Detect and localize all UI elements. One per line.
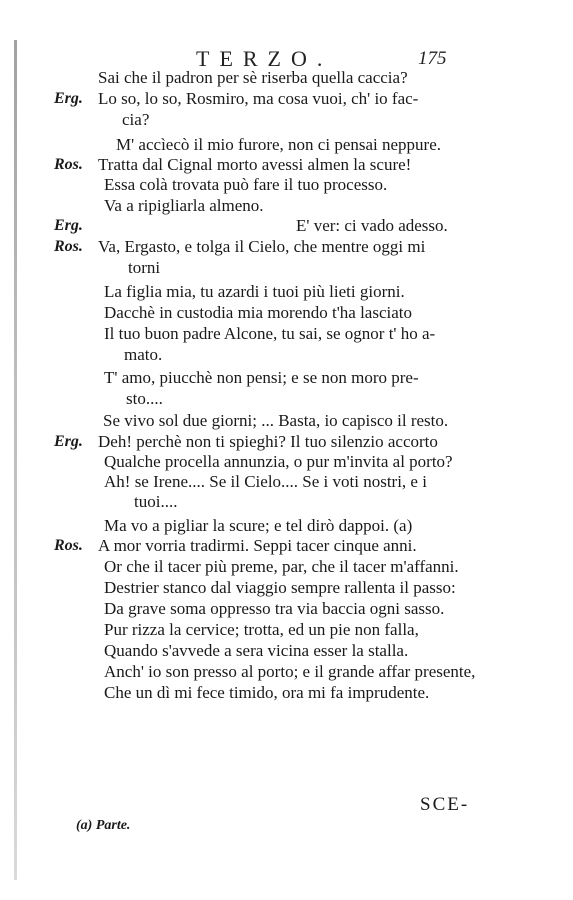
verse-line [0,557,573,577]
speaker-label: Erg. [54,90,83,107]
verse-text: Da grave soma oppresso tra via baccia ogni sasso. [104,599,445,618]
verse-line [0,492,573,512]
verse-text: Se vivo sol due giorni; ... Basta, io capisco il resto. [103,411,449,430]
verse-line [0,516,573,536]
verse-line [0,452,573,472]
verse-text: sto.... [126,389,163,408]
verse-line [0,641,573,661]
verse-line [0,536,573,556]
verse-text: A mor vorria tradirmi. Seppi tacer cinque anni. [98,536,417,555]
verse-line [0,216,573,236]
verse-text: Il tuo buon padre Alcone, tu sai, se ognor t' ho a- [104,324,436,343]
verse-line [0,324,573,344]
speaker-label: Ros. [54,156,83,173]
verse-text: Destrier stanco dal viaggio sempre rallenta il passo: [104,578,456,597]
verse-text: Anch' io son presso al porto; e il grande affar presente, [104,662,476,681]
page-number: 175 [418,48,447,69]
verse-text: Deh! perchè non ti spieghi? Il tuo silenzio accorto [98,432,438,451]
verse-line [0,175,573,195]
verse-text: Qualche procella annunzia, o pur m'invita al porto? [104,452,453,471]
verse-line [0,237,573,257]
verse-line [0,89,573,109]
verse-line [0,662,573,682]
verse-text: Che un dì mi fece timido, ora mi fa imprudente. [104,683,430,702]
verse-text: Lo so, lo so, Rosmiro, ma cosa vuoi, ch' io fac- [98,89,419,108]
verse-text: Pur rizza la cervice; trotta, ed un pie non falla, [104,620,419,639]
verse-text: T' amo, piucchè non pensi; e se non moro pre- [104,368,419,387]
verse-line [0,683,573,703]
speaker-label: Ros. [54,238,83,255]
verse-text: Or che il tacer più preme, par, che il tacer m'affanni. [104,557,459,576]
catchword: SCE- [420,794,470,815]
verse-line [0,599,573,619]
verse-text: torni [128,258,161,277]
verse-line [0,110,573,130]
verse-text: Tratta dal Cignal morto avessi almen la scure! [98,155,412,174]
verse-text: Essa colà trovata può fare il tuo processo. [104,175,388,194]
verse-line [0,135,573,155]
verse-line [0,155,573,175]
verse-line [0,472,573,492]
verse-text: E' ver: ci vado adesso. [296,216,448,235]
verse-text: Va, Ergasto, e tolga il Cielo, che mentre oggi mi [98,237,426,256]
verse-line [0,282,573,302]
verse-line [0,345,573,365]
verse-text: M' accìecò il mio furore, non ci pensai neppure. [116,135,442,154]
speaker-label: Erg. [54,433,83,450]
verse-line [0,389,573,409]
verse-text: Dacchè in custodia mia morendo t'ha lasciato [104,303,413,322]
verse-text: Ah! se Irene.... Se il Cielo.... Se i voti nostri, e i [104,472,427,491]
verse-line [0,411,573,431]
verse-line [0,68,573,88]
speaker-label: Ros. [54,537,83,554]
verse-line [0,258,573,278]
running-title: TERZO. [196,46,333,71]
verse-line [0,196,573,216]
verse-text: Va a ripigliarla almeno. [104,196,264,215]
footnote: (a) Parte. [76,818,131,833]
verse-text: tuoi.... [134,492,178,511]
verse-text: Sai che il padron per sè riserba quella caccia? [98,68,408,87]
verse-line [0,303,573,323]
verse-line [0,620,573,640]
verse-text: Quando s'avvede a sera vicina esser la stalla. [104,641,409,660]
verse-line [0,432,573,452]
verse-text: cia? [122,110,150,129]
speaker-label: Erg. [54,217,83,234]
verse-text: Ma vo a pigliar la scure; e tel dirò dappoi. (a) [104,516,413,535]
verse-line [0,578,573,598]
verse-text: La figlia mia, tu azardi i tuoi più lieti giorni. [104,282,405,301]
verse-line [0,368,573,388]
running-header [0,46,573,70]
verse-text: mato. [124,345,163,364]
